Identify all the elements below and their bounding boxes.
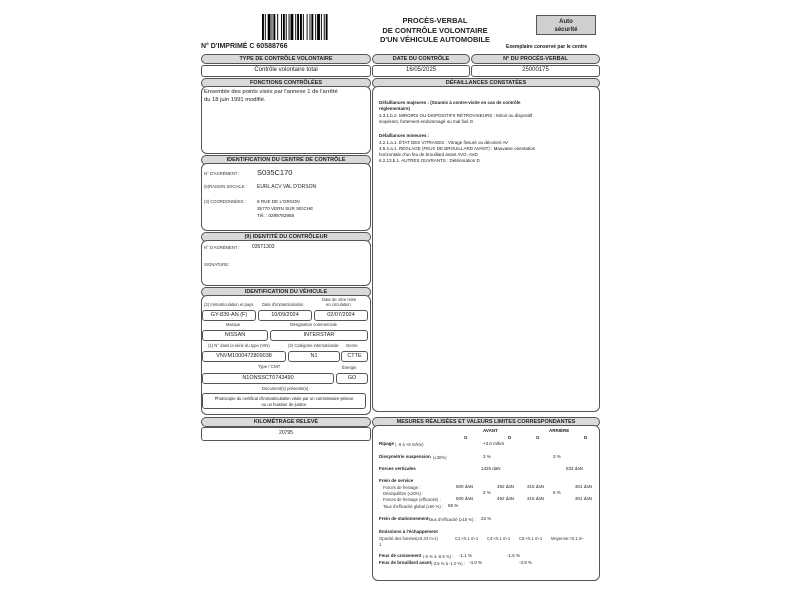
barcode-bar <box>317 14 320 40</box>
functions-box <box>201 86 371 154</box>
avant-d-heading: D <box>508 435 512 440</box>
efficacite-label: Forces de freinage (efficacité) : <box>383 497 441 502</box>
functions-header: FONCTIONS CONTRÔLÉES <box>201 78 371 88</box>
taux-efficacite-value: 68 % <box>448 503 459 508</box>
barcode-bar <box>265 14 266 40</box>
date-control-header: DATE DU CONTRÔLE <box>372 54 470 64</box>
barcode-bar <box>291 14 294 40</box>
dissymetrie-limit: (≤30%) <box>433 455 447 460</box>
genre-label: Genre <box>346 343 358 348</box>
controleur-sig-label: SIGNATURE : <box>204 262 231 267</box>
emissions-title: Émissions à l'échappement <box>379 529 438 534</box>
pv-number-header: N° DU PROCÈS-VERBAL <box>471 54 600 64</box>
vehicule-header: IDENTIFICATION DU VÉHICULE <box>201 287 371 297</box>
efficacite-avant-g: 500 daN <box>456 496 474 501</box>
centre-coord-label: (3) COORDONNÉES : <box>204 199 246 204</box>
category-label: (3) Catégorie internationale <box>288 343 339 348</box>
documents-line-2: ou un huissier de justice <box>261 402 307 407</box>
barcode-bar <box>297 14 299 40</box>
type-control-value: Contrôle volontaire total <box>201 65 371 77</box>
barcode-bar <box>307 14 308 40</box>
vin-label: (1) N° dans la série du type (VIN) <box>208 343 270 348</box>
barcode-bar <box>262 14 264 40</box>
type-cnit-value: N1ONSSCT0743490 <box>202 373 334 384</box>
fs-arriere-g: 315 daN <box>527 484 545 489</box>
barcode-bar <box>295 14 296 40</box>
barcode-bar <box>310 14 311 40</box>
documents-line-1: Photocopie du certificat d'immatriculation visée par un commissaire-priseur <box>214 396 354 401</box>
major-defects-title-1: Défaillances majeures : (Soumis à contre-visite en cas de contrôle <box>379 100 521 105</box>
designation-label: Désignation commerciale <box>290 322 338 327</box>
barcode-bar <box>326 14 328 40</box>
efficacite-arriere-d: 301 daN <box>575 496 593 501</box>
fs-freinage-label: Forces de freinage : <box>383 485 421 490</box>
barcode-bar <box>268 14 271 40</box>
centre-rs-value: EURL ACV VAL D'ORSON <box>257 184 317 190</box>
defects-box <box>372 86 600 412</box>
mesures-box <box>372 425 600 581</box>
centre-agr-label: N° D'AGRÉMENT : <box>204 171 240 176</box>
badge-line-2: sécurité <box>554 27 578 33</box>
barcode-bar <box>272 14 273 40</box>
ripage-label: Ripage <box>379 441 395 446</box>
minor-defect-line-4: 6.2.13.b.1. AUTRES OUVRANTS : Détérioration D <box>379 158 480 163</box>
arriere-g-heading: G <box>536 435 540 440</box>
functions-line-2: du 18 juin 1991 modifié. <box>204 97 266 103</box>
efficacite-avant-d: 492 daN <box>497 496 515 501</box>
title-line-2: DE CONTRÔLE VOLONTAIRE <box>382 25 488 35</box>
date-circ-label-1: Date de 1ère mise <box>322 297 357 302</box>
copy-note: Exemplaire conservé par le centre <box>506 44 588 50</box>
barcode-bar <box>283 14 285 40</box>
title-line-1: PROCÈS-VERBAL <box>402 16 468 25</box>
major-defects-title-2: réglementaire) <box>379 106 411 111</box>
barcode <box>262 14 336 40</box>
energie-value: GO <box>336 373 368 384</box>
opacite-unit: 1 <box>379 542 382 547</box>
feux-croisement-d: -1.5 % <box>507 553 521 558</box>
feux-croisement-label: Feux de croisement <box>379 553 422 558</box>
major-defect-line-1: 3.3.1.b.2. MIROIRS OU DISPOSITIFS RÉTROVISEURS : Miroir ou dispositif <box>379 113 533 118</box>
defects-header: DÉFAILLANCES CONSTATÉES <box>372 78 600 88</box>
barcode-bar <box>281 14 282 40</box>
marque-value: NISSAN <box>202 330 268 341</box>
dissymetrie-arriere: 3 % <box>553 454 561 459</box>
type-cnit-label: Type / CNIT <box>258 364 281 369</box>
date-immat-value: 10/09/2024 <box>258 310 312 321</box>
feux-croisement-limit: (-0 % à -8.5 %) : <box>423 554 454 559</box>
feux-brouillard-label: Feux de brouillard avant <box>379 560 432 565</box>
badge-line-1: Auto <box>559 19 573 25</box>
opacite-c4: C4:<0.1 m-1 <box>487 536 511 541</box>
opacite-c5: C5:<0.1 m-1 <box>519 536 543 541</box>
centre-coord-line-2: 35770 VERN SUR SEICHE <box>257 206 314 211</box>
date-circ-label-2: en circulation <box>326 302 351 307</box>
pv-number-value: 25000175 <box>471 65 600 77</box>
opacite-label: Opacité des fumées(≤0,33 m-1) <box>379 536 438 541</box>
documents-label: Document(s) présenté(s) <box>262 386 309 391</box>
energie-label: Énergie <box>342 365 357 370</box>
date-immat-label: Date d'immatriculation <box>262 302 304 307</box>
opacite-moyenne: Moyenne:<0.1 m- <box>551 536 584 541</box>
documents-value <box>202 393 366 409</box>
centre-rs-label: (5)RAISON SOCIALE : <box>204 184 247 189</box>
barcode-bar <box>303 14 304 40</box>
km-header: KILOMÉTRAGE RELEVÉ <box>201 417 371 427</box>
efficacite-arriere-g: 315 daN <box>527 496 545 501</box>
dissymetrie-avant: 3 % <box>483 454 491 459</box>
barcode-bar <box>311 14 313 40</box>
feux-croisement-g: -1.1 % <box>459 553 473 558</box>
frein-stationnement-value: 22 % <box>481 516 492 521</box>
vin-value: VNVM1000472809038 <box>202 351 286 362</box>
date-circ-value: 02/07/2024 <box>314 310 368 321</box>
feux-brouillard-g: -4.0 % <box>469 560 483 565</box>
desequilibre-avant: 2 % <box>483 490 491 495</box>
barcode-bar <box>289 14 290 40</box>
avant-g-heading: G <box>464 435 468 440</box>
controleur-agr-label: N° D'AGRÉMENT : <box>204 245 240 250</box>
arriere-heading: ARRIÈRE <box>549 428 570 433</box>
barcode-bar <box>315 14 316 40</box>
centre-coord-line-3: Tél. : 0299782958 <box>257 213 295 218</box>
frein-service-title: Frein de service <box>379 478 414 483</box>
barcode-bar <box>324 14 325 40</box>
forces-verticales-avant: 1425 daN <box>481 466 501 471</box>
minor-defect-line-1: 3.2.1.a.1. ÉTAT DES VITRAGES : Vitrage fissuré ou décoloré AV <box>379 140 509 145</box>
marque-label: Marque <box>226 322 241 327</box>
barcode-bar <box>277 14 278 40</box>
title-line-3: D'UN VÉHICULE AUTOMOBILE <box>379 35 491 44</box>
dissymetrie-label: Dissymétrie suspension <box>379 454 431 459</box>
functions-line-1: Ensemble des points visés par l'annexe 1 de l'arrêté <box>204 89 338 95</box>
feux-brouillard-limit: (-3.5 % à -1.0 %) : <box>431 561 465 566</box>
type-control-header: TYPE DE CONTRÔLE VOLONTAIRE <box>201 54 371 64</box>
minor-defect-line-3: horizontale d'un feu de brouillard avant AVG, AVD <box>379 152 478 157</box>
controleur-box <box>201 240 371 286</box>
desequilibre-label: Déséquilibre (≤20%) : <box>383 491 424 496</box>
fs-avant-g: 500 daN <box>456 484 474 489</box>
major-defect-line-2: inopérant, fortement endommagé ou mal fixé G <box>379 119 474 124</box>
barcode-bar <box>286 14 287 40</box>
controleur-agr-value: 035T1303 <box>252 244 275 250</box>
forces-verticales-label: Forces verticales <box>379 466 416 471</box>
auto-securite-badge <box>536 15 596 35</box>
feux-brouillard-d: -3.9 % <box>519 560 533 565</box>
forces-verticales-arriere: 833 daN <box>566 466 584 471</box>
minor-defect-line-2: 4.5.2.a.1. RÉGLAGE (FEUX DE BROUILLARD AVANT) : Mauvaise orientation <box>379 146 536 151</box>
genre-value: CTTE <box>341 351 368 362</box>
centre-coord-line-1: 8 RUE DE L'ORSON <box>257 199 300 204</box>
avant-heading: AVANT <box>483 428 498 433</box>
ripage-value: +3.0 m/km <box>483 441 505 446</box>
minor-defects-title: Défaillances mineures : <box>379 133 430 138</box>
category-value: N1 <box>288 351 340 362</box>
immat-label: (2) Immatriculation et pays <box>204 302 254 307</box>
controleur-header: (9) IDENTITÉ DU CONTRÔLEUR <box>201 232 371 242</box>
desequilibre-arriere: 5 % <box>553 490 561 495</box>
barcode-bar <box>273 14 275 40</box>
km-value: 20795 <box>201 427 371 441</box>
frein-stationnement-label: Frein de stationnement <box>379 516 429 521</box>
immat-value: GY-839-AN (F) <box>202 310 256 321</box>
designation-value: INTERSTAR <box>270 330 368 341</box>
centre-agr-value: S035C170 <box>257 168 293 177</box>
taux-efficacite-label: Taux d'efficacité global (≥50 %) : <box>383 504 444 509</box>
printed-number: N° D'IMPRIMÉ C 60588766 <box>201 43 288 50</box>
barcode-bar <box>300 14 302 40</box>
centre-header: IDENTIFICATION DU CENTRE DE CONTRÔLE <box>201 155 371 165</box>
fs-arriere-d: 301 daN <box>575 484 593 489</box>
fs-avant-d: 492 daN <box>497 484 515 489</box>
mesures-header: MESURES RÉALISÉES ET VALEURS LIMITES CORRESPONDANTES <box>372 417 600 427</box>
document-title <box>360 16 510 45</box>
date-control-value: 16/05/2025 <box>372 65 470 77</box>
centre-box <box>201 163 371 231</box>
barcode-bar <box>321 14 322 40</box>
frein-stationnement-limit: Taux d'efficacité (≥18 %) : <box>428 517 476 522</box>
opacite-c1: C1:<0.1 m-1 <box>455 536 479 541</box>
arriere-d-heading: D <box>584 435 588 440</box>
ripage-limit: ( -8 à +8 m/km) <box>395 442 424 447</box>
